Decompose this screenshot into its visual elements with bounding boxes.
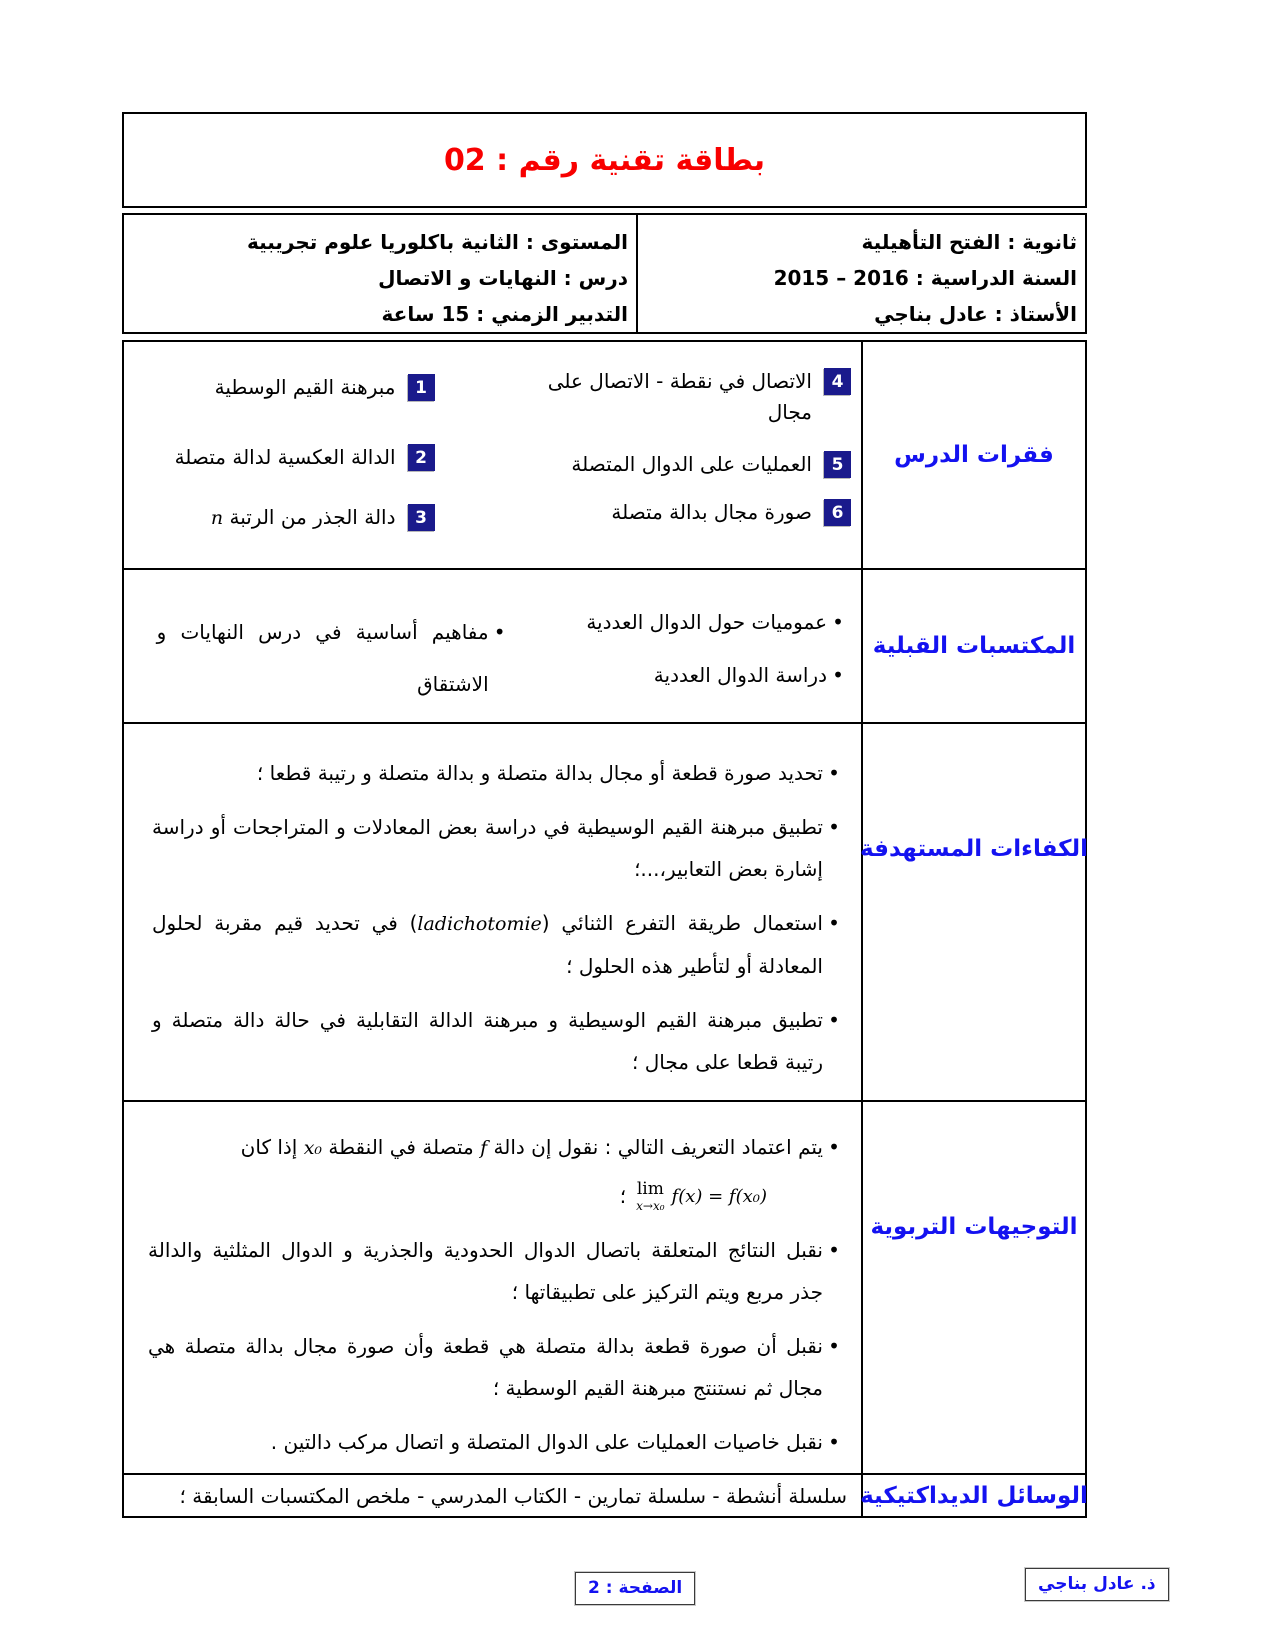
bullet-text: دراسة الدوال العددية bbox=[653, 663, 827, 687]
bullet-item bbox=[148, 1126, 845, 1169]
header-level-line: المستوى : الثانية باكلوريا علوم تجريبية bbox=[246, 230, 628, 254]
math-symbol-f: f bbox=[480, 1137, 488, 1159]
bullet-text: مفاهيم أساسية في درس النهايات و الاشتقاق bbox=[156, 620, 489, 696]
label-cell-prior bbox=[861, 570, 1085, 722]
teacher-name-box: ذ. عادل بناجي bbox=[1025, 1568, 1169, 1601]
bullet-text-part: متصلة في النقطة bbox=[322, 1135, 481, 1159]
math-symbol-n: n bbox=[210, 507, 224, 529]
bullet-text: نقبل النتائج المتعلقة باتصال الدوال الحدودية والجذرية و الدوال المثلثية والدالة جذر مربع ويتم التركيز على تطبيقاتها ؛ bbox=[148, 1238, 823, 1304]
bullet-marker: • bbox=[828, 911, 840, 935]
bullet-item bbox=[152, 902, 845, 987]
bullet-item bbox=[515, 606, 849, 638]
lesson-item-text bbox=[211, 502, 396, 534]
bullet-item bbox=[148, 1325, 845, 1409]
bullet-item bbox=[515, 659, 849, 691]
item-number-badge: 2 bbox=[408, 444, 435, 471]
row-label: التوجيهات التربوية bbox=[870, 1214, 1078, 1240]
lesson-item-text-part: دالة الجذر من الرتبة bbox=[223, 505, 396, 529]
bullet-item bbox=[148, 1229, 845, 1313]
label-cell-competencies bbox=[859, 724, 1089, 1100]
competencies-list bbox=[124, 724, 861, 1083]
bullet-item bbox=[124, 606, 511, 710]
lesson-item-text: مبرهنة القيم الوسطية bbox=[214, 375, 396, 399]
math-symbol-x0: x₀ bbox=[303, 1137, 323, 1159]
lesson-item-text: العمليات على الدوال المتصلة bbox=[571, 452, 812, 476]
bullet-item bbox=[152, 999, 845, 1083]
bullet-marker: • bbox=[828, 761, 840, 785]
row-label: الوسائل الديداكتيكية bbox=[860, 1482, 1088, 1509]
materials-line bbox=[124, 1475, 861, 1516]
bullet-marker: • bbox=[832, 610, 844, 634]
latin-term-dichotomie: ladichotomie bbox=[417, 913, 542, 935]
lesson-item-text: صورة مجال بدالة متصلة bbox=[611, 500, 812, 524]
title-box bbox=[122, 112, 1087, 208]
bullet-marker: • bbox=[493, 620, 506, 644]
lesson-item bbox=[493, 366, 852, 428]
header-teacher-line: الأستاذ : عادل بناجي bbox=[874, 302, 1077, 326]
row-guidelines bbox=[124, 1102, 1085, 1475]
item-number-badge: 4 bbox=[824, 368, 851, 395]
header-cell-level bbox=[124, 215, 636, 332]
item-number-badge: 6 bbox=[824, 499, 851, 526]
row-lesson-paragraphs bbox=[124, 342, 1085, 570]
bullet-text: تطبيق مبرهنة القيم الوسيطية في دراسة بعض المعادلات و المتراجحات أو دراسة إشارة بعض التعابير،...؛ bbox=[152, 815, 823, 881]
lesson-item bbox=[493, 497, 852, 528]
row-label: الكفاءات المستهدفة bbox=[859, 836, 1089, 862]
lesson-item-text: الاتصال في نقطة - الاتصال على مجال bbox=[547, 369, 812, 424]
limit-formula bbox=[148, 1171, 845, 1221]
bullet-text-part: ) في تحديد قيم مقربة لحلول المعادلة أو لتأطير هذه الحلول ؛ bbox=[152, 911, 823, 978]
bullet-text: تطبيق مبرهنة القيم الوسيطية و مبرهنة الدالة التقابلية في حالة دالة متصلة و رتيبة قطعا على مجال ؛ bbox=[152, 1008, 823, 1074]
bullet-marker: • bbox=[828, 1238, 840, 1262]
materials-text: سلسلة أنشطة - سلسلة تمارين - الكتاب المدرسي - ملخص المكتسبات السابقة ؛ bbox=[179, 1483, 847, 1508]
bullet-marker: • bbox=[828, 1334, 840, 1358]
lesson-item-text: الدالة العكسية لدالة متصلة bbox=[174, 445, 396, 469]
lesson-item bbox=[124, 372, 435, 403]
page-number-box: الصفحة : 2 bbox=[575, 1572, 695, 1605]
lesson-item bbox=[124, 442, 435, 473]
header-table bbox=[122, 213, 1087, 334]
formula-terminator: ؛ bbox=[619, 1184, 627, 1208]
item-number-badge: 5 bbox=[824, 451, 851, 478]
content-cell-materials bbox=[124, 1475, 861, 1516]
bullet-text bbox=[241, 1126, 823, 1169]
bullet-text bbox=[152, 902, 823, 987]
bullet-marker: • bbox=[828, 1008, 840, 1032]
bullet-item bbox=[148, 1421, 845, 1463]
bullet-marker: • bbox=[832, 663, 844, 687]
content-cell-competencies bbox=[124, 724, 861, 1100]
lesson-item bbox=[493, 449, 852, 480]
row-materials bbox=[124, 1475, 1088, 1516]
prior-column-left bbox=[124, 606, 515, 712]
bullet-text-part: إذا كان bbox=[240, 1135, 304, 1159]
label-cell-guidelines bbox=[861, 1102, 1085, 1473]
header-school-line: ثانوية : الفتح التأهيلية bbox=[861, 230, 1077, 254]
bullet-marker: • bbox=[828, 1135, 840, 1159]
label-cell-materials bbox=[860, 1475, 1088, 1516]
lim-subscript: x→x₀ bbox=[636, 1198, 665, 1213]
row-label: فقرات الدرس bbox=[894, 442, 1054, 468]
limit-stack bbox=[636, 1178, 665, 1213]
lesson-item bbox=[124, 502, 435, 534]
header-lesson-line: درس : النهايات و الاتصال bbox=[378, 266, 628, 290]
bullet-text: تحديد صورة قطعة أو مجال بدالة متصلة و بدالة متصلة و رتيبة قطعا ؛ bbox=[256, 761, 823, 785]
paragraphs-column-left bbox=[124, 366, 493, 534]
row-label: المكتسبات القبلية bbox=[872, 633, 1076, 659]
bullet-marker: • bbox=[828, 815, 840, 839]
row-prior-knowledge bbox=[124, 570, 1085, 724]
limit-expression: f(x) = f(x₀) bbox=[671, 1185, 767, 1207]
prior-columns bbox=[124, 570, 861, 712]
lim-word: lim bbox=[636, 1178, 664, 1199]
page-title: بطاقة تقنية رقم : 02 bbox=[443, 142, 766, 178]
item-number-badge: 1 bbox=[408, 374, 435, 401]
item-number-badge: 3 bbox=[408, 504, 435, 531]
limit-formula-math bbox=[636, 1178, 767, 1213]
prior-column-right bbox=[515, 606, 861, 712]
main-table bbox=[122, 340, 1087, 1518]
bullet-marker: • bbox=[828, 1430, 840, 1454]
bullet-item bbox=[152, 752, 845, 794]
bullet-item bbox=[152, 806, 845, 890]
header-cell-school bbox=[636, 215, 1085, 332]
label-cell-paragraphs bbox=[861, 342, 1085, 568]
content-cell-guidelines bbox=[124, 1102, 861, 1473]
content-cell-prior bbox=[124, 570, 861, 722]
guidelines-list bbox=[124, 1102, 861, 1463]
paragraphs-columns bbox=[124, 342, 861, 534]
bullet-text-part: يتم اعتماد التعريف التالي : نقول إن دالة bbox=[487, 1135, 823, 1159]
bullet-text: عموميات حول الدوال العددية bbox=[586, 610, 827, 634]
header-year-line: السنة الدراسية : 2016 – 2015 bbox=[773, 266, 1077, 290]
paragraphs-column-right bbox=[493, 366, 862, 534]
bullet-text: نقبل خاصيات العمليات على الدوال المتصلة و اتصال مركب دالتين . bbox=[270, 1430, 823, 1454]
row-competencies bbox=[124, 724, 1089, 1102]
bullet-text-part: استعمال طريقة التفرع الثنائي ( bbox=[541, 911, 823, 935]
header-time-line: التدبير الزمني : 15 ساعة bbox=[381, 302, 628, 326]
content-cell-paragraphs bbox=[124, 342, 861, 568]
bullet-text: نقبل أن صورة قطعة بدالة متصلة هي قطعة وأن صورة مجال بدالة متصلة هي مجال ثم نستنتج مبرهنة القيم الوسطية ؛ bbox=[148, 1334, 823, 1400]
